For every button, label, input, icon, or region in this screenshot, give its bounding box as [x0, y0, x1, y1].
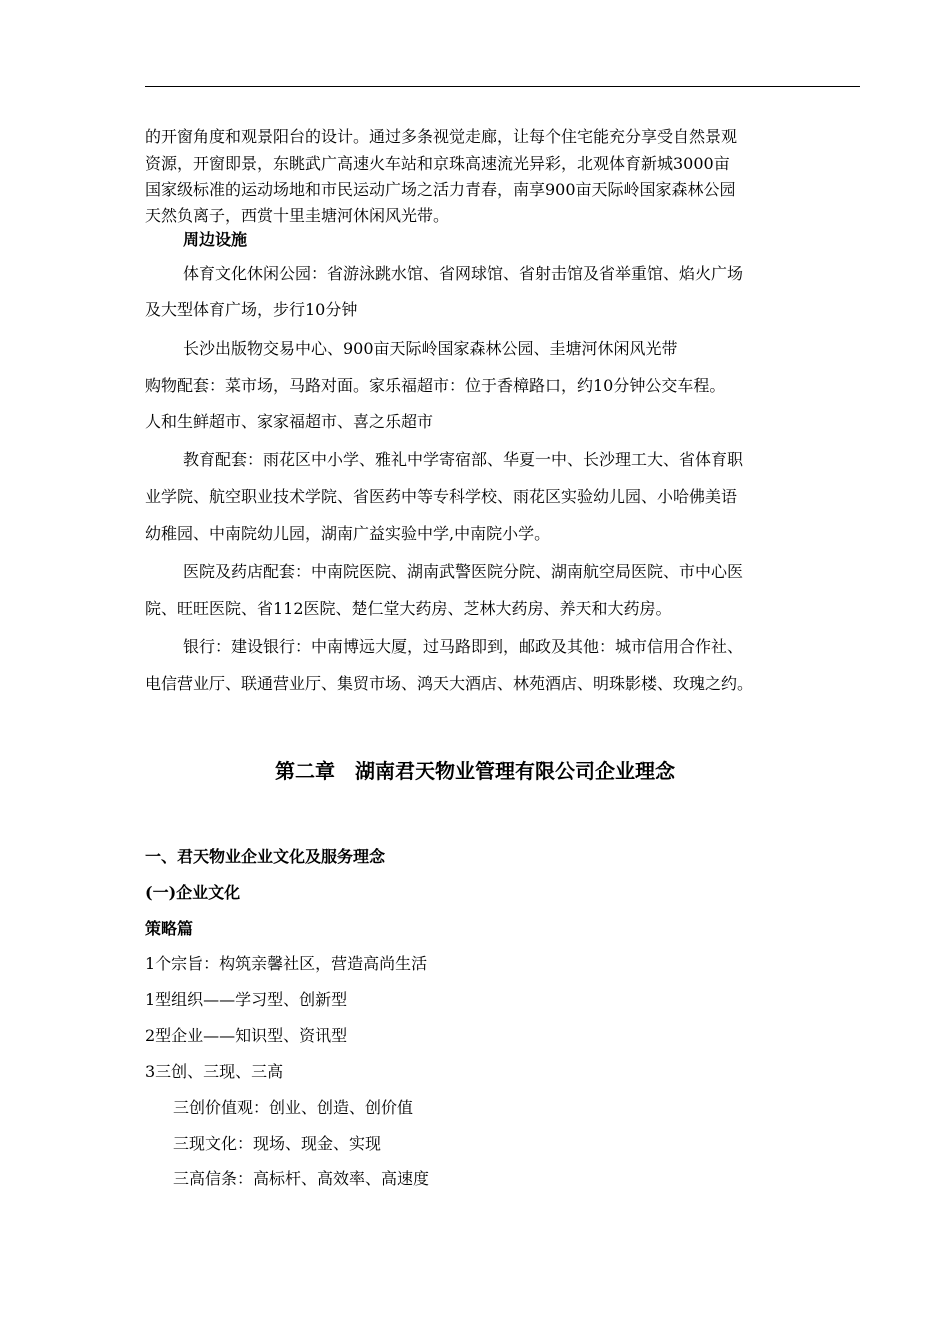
- strategy-sub-item: 三现文化：现场、现金、实现: [173, 1134, 382, 1153]
- section-subheading: (一)企业文化: [145, 883, 241, 902]
- intro-line: 的开窗角度和观景阳台的设计。通过多条视觉走廊，让每个住宅能充分享受自然景观: [145, 127, 738, 146]
- facilities-heading: 周边设施: [183, 230, 248, 249]
- strategy-item: 2型企业——知识型、资讯型: [145, 1026, 348, 1045]
- facilities-line: 院、旺旺医院、省112医院、楚仁堂大药房、芝林大药房、养天和大药房。: [145, 599, 672, 618]
- intro-line: 天然负离子，西赏十里圭塘河休闲风光带。: [145, 206, 450, 225]
- facilities-line: 教育配套：雨花区中小学、雅礼中学寄宿部、华夏一中、长沙理工大、省体育职: [183, 450, 744, 469]
- facilities-line: 及大型体育广场，步行10分钟: [145, 300, 358, 319]
- facilities-line: 长沙出版物交易中心、900亩天际岭国家森林公园、圭塘河休闲风光带: [183, 339, 678, 358]
- section-heading: 一、君天物业企业文化及服务理念: [145, 847, 386, 866]
- facilities-line: 电信营业厅、联通营业厅、集贸市场、鸿天大酒店、林苑酒店、明珠影楼、玫瑰之约。: [145, 674, 754, 693]
- strategy-heading: 策略篇: [145, 919, 194, 938]
- facilities-line: 银行：建设银行：中南博远大厦，过马路即到，邮政及其他：城市信用合作社、: [183, 637, 744, 656]
- facilities-line: 幼稚园、中南院幼儿园，湖南广益实验中学,中南院小学。: [145, 524, 551, 543]
- facilities-line: 体育文化休闲公园：省游泳跳水馆、省网球馆、省射击馆及省举重馆、焰火广场: [183, 264, 744, 283]
- intro-line: 资源，开窗即景，东眺武广高速火车站和京珠高速流光异彩，北观体育新城3000亩: [145, 154, 730, 173]
- strategy-sub-item: 三高信条：高标杆、高效率、高速度: [173, 1169, 430, 1188]
- header-rule: [145, 86, 860, 87]
- facilities-line: 业学院、航空职业技术学院、省医药中等专科学校、雨花区实验幼儿园、小哈佛美语: [145, 487, 738, 506]
- facilities-line: 人和生鲜超市、家家福超市、喜之乐超市: [145, 412, 434, 431]
- strategy-item: 1个宗旨：构筑亲馨社区，营造高尚生活: [145, 954, 428, 973]
- intro-line: 国家级标准的运动场地和市民运动广场之活力青春，南享900亩天际岭国家森林公园: [145, 180, 736, 199]
- strategy-sub-item: 三创价值观：创业、创造、创价值: [173, 1098, 414, 1117]
- facilities-line: 医院及药店配套：中南院医院、湖南武警医院分院、湖南航空局医院、市中心医: [183, 562, 744, 581]
- facilities-line: 购物配套：菜市场，马路对面。家乐福超市：位于香樟路口，约10分钟公交车程。: [145, 376, 726, 395]
- strategy-item: 1型组织——学习型、创新型: [145, 990, 348, 1009]
- strategy-item: 3三创、三现、三高: [145, 1062, 284, 1081]
- chapter-title: 第二章 湖南君天物业管理有限公司企业理念: [275, 759, 675, 783]
